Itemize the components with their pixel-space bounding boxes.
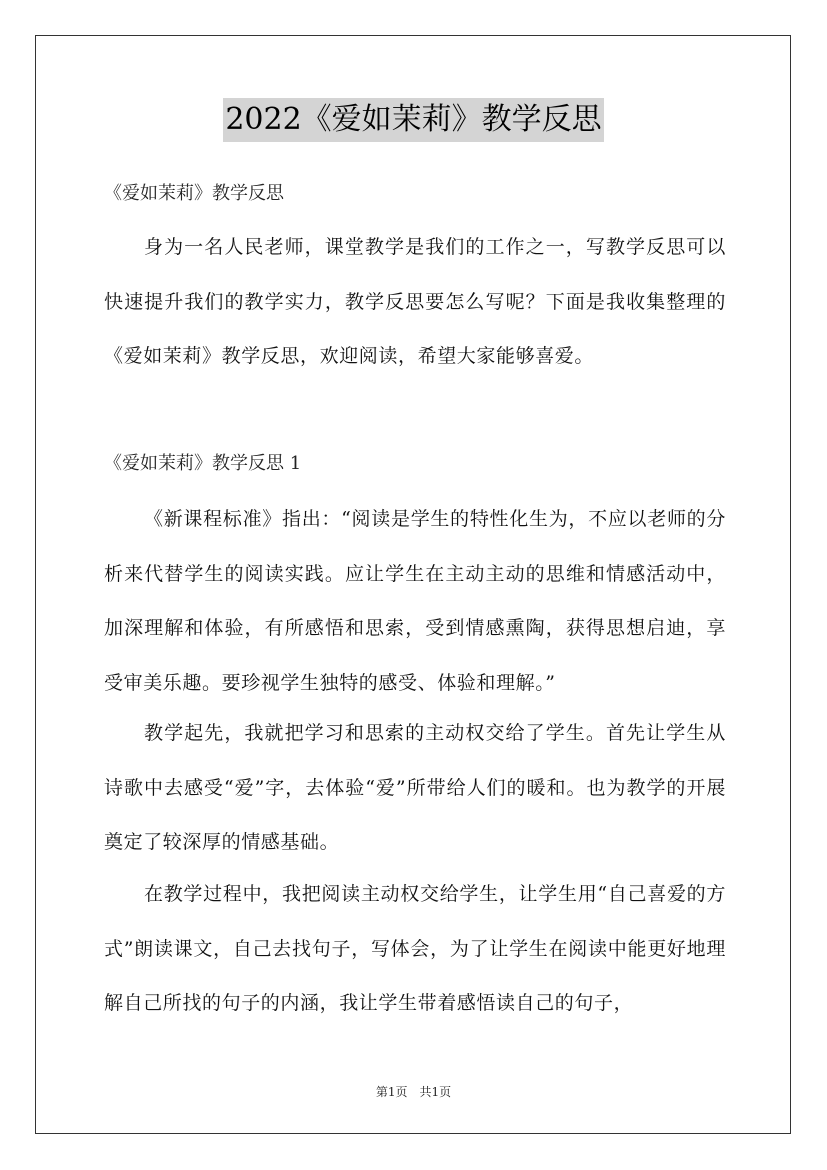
intro-paragraph: 身为一名人民老师，课堂教学是我们的工作之一，写教学反思可以快速提升我们的教学实力，教学反思要怎么写呢？下面是我收集整理的《爱如茉莉》教学反思，欢迎阅读，希望大家能够喜爱。	[104, 236, 726, 367]
document-title: 2022《爱如茉莉》教学反思	[223, 98, 603, 142]
section1-paragraph-1: 《新课程标准》指出：“阅读是学生的特性化生为，不应以老师的分析来代替学生的阅读实践。应让学生在主动主动的思维和情感活动中，加深理解和体验，有所感悟和思索，受到情感熏陶，获得思想启迪，享受审美乐趣。要珍视学生独特的感受、体验和理解。”	[104, 508, 726, 694]
intro-heading: 《爱如茉莉》教学反思	[104, 183, 284, 204]
section1-paragraph-3: 在教学过程中，我把阅读主动权交给学生，让学生用“自己喜爱的方式”朗读课文，自己去找句子，写体会，为了让学生在阅读中能更好地理解自己所找的句子的内涵，我让学生带着感悟读自己的句子，	[104, 883, 726, 1014]
page-footer: 第1页 共1页	[375, 1085, 452, 1099]
title-container	[0, 98, 827, 142]
section1-heading: 《爱如茉莉》教学反思 1	[104, 453, 302, 474]
section1-paragraph-2: 教学起先，我就把学习和思索的主动权交给了学生。首先让学生从诗歌中去感受“爱”字，去体验“爱”所带给人们的暖和。也为教学的开展奠定了较深厚的情感基础。	[104, 722, 726, 853]
